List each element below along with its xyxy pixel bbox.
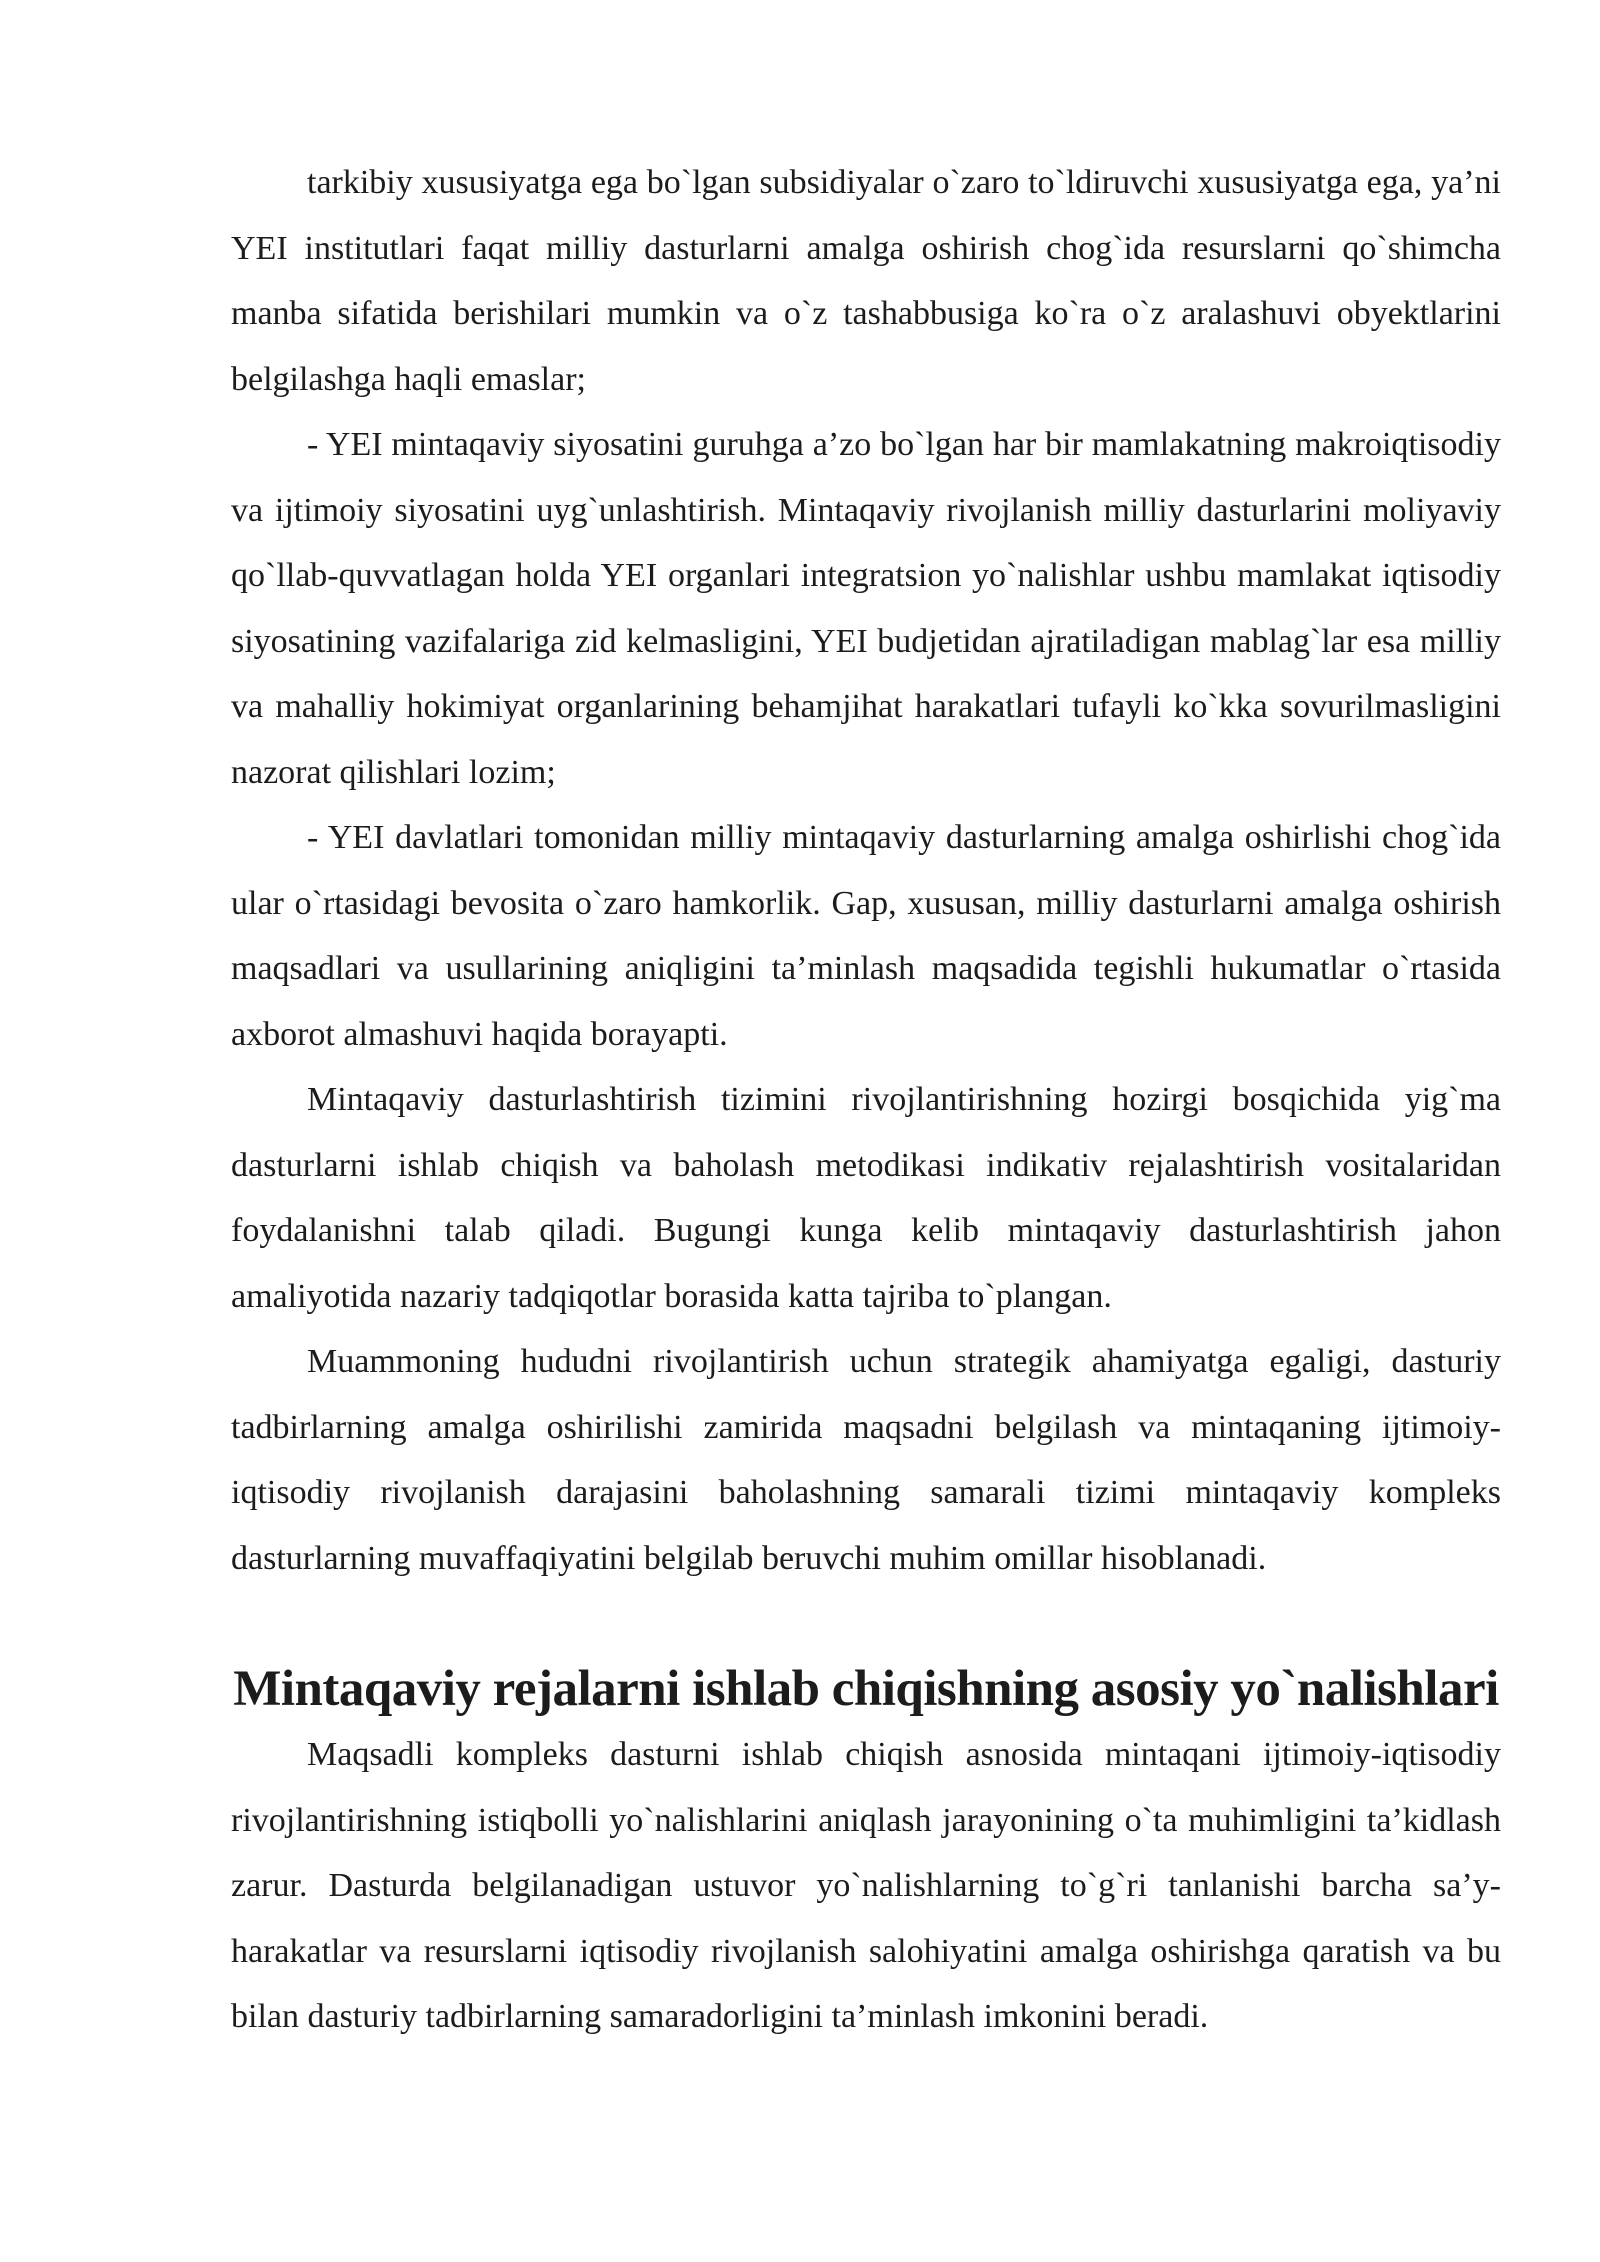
- paragraph-programming-system: Mintaqaviy dasturlashtirish tizimini rivojlantirishning hozirgi bosqichida yig`ma dasturlarni ishlab chiqish va baholash metodikasi indikativ rejalashtirish vositalaridan foydalanishni talab qiladi. Bugungi kunga kelib mintaqaviy dasturlashtirish jahon amaliyotida nazariy tadqiqotlar borasida katta tajriba to`plangan.: [231, 1081, 1501, 1315]
- document-body: [231, 150, 1501, 2050]
- paragraph-subsidies: tarkibiy xususiyatga ega bo`lgan subsidiyalar o`zaro to`ldiruvchi xususiyatga ega, ya’ni YEI institutlari faqat milliy dasturlarni amalga oshirish chog`ida resurslarni qo`shimcha manba sifatida berishilari mumkin va o`z tashabbusiga ko`ra o`z aralashuvi obyektlarini belgilashga haqli emaslar;: [231, 164, 1501, 398]
- paragraph-target-program: Maqsadli kompleks dasturni ishlab chiqish asnosida mintaqani ijtimoiy-iqtisodiy rivojlantirishning istiqbolli yo`nalishlarini aniqlash jarayonining o`ta muhimligini ta’kidlash zarur. Dasturda belgilanadigan ustuvor yo`nalishlarning to`g`ri tanlanishi barcha sa’y-harakatlar va resurslarni iqtisodiy rivojlanish salohiyatini amalga oshirishga qaratish va bu bilan dasturiy tadbirlarning samaradorligini ta’minlash imkonini beradi.: [231, 1736, 1501, 2035]
- section-heading: Mintaqaviy rejalarni ishlab chiqishning asosiy yo`nalishlari: [233, 1660, 1499, 1717]
- paragraph-strategic-importance: Muammoning hududni rivojlantirish uchun strategik ahamiyatga egaligi, dasturiy tadbirlarning amalga oshirilishi zamirida maqsadni belgilash va mintaqaning ijtimoiy-iqtisodiy rivojlanish darajasini baholashning samarali tizimi mintaqaviy kompleks dasturlarning muvaffaqiyatini belgilab beruvchi muhim omillar hisoblanadi.: [231, 1343, 1501, 1577]
- paragraph-state-cooperation: - YEI davlatlari tomonidan milliy mintaqaviy dasturlarning amalga oshirlishi chog`ida ular o`rtasidagi bevosita o`zaro hamkorlik. Gap, xususan, milliy dasturlarni amalga oshirish maqsadlari va usullarining aniqligini ta’minlash maqsadida tegishli hukumatlar o`rtasida axborot almashuvi haqida borayapti.: [231, 819, 1501, 1053]
- section-spacer: [231, 1591, 1501, 1657]
- paragraph-macroeconomic-coordination: - YEI mintaqaviy siyosatini guruhga a’zo bo`lgan har bir mamlakatning makroiqtisodiy va ijtimoiy siyosatini uyg`unlashtirish. Mintaqaviy rivojlanish milliy dasturlarini moliyaviy qo`llab-quvvatlagan holda YEI organlari integratsion yo`nalishlar ushbu mamlakat iqtisodiy siyosatining vazifalariga zid kelmasligini, YEI budjetidan ajratiladigan mablag`lar esa milliy va mahalliy hokimiyat organlarining behamjihat harakatlari tufayli ko`kka sovurilmasligini nazorat qilishlari lozim;: [231, 426, 1501, 791]
